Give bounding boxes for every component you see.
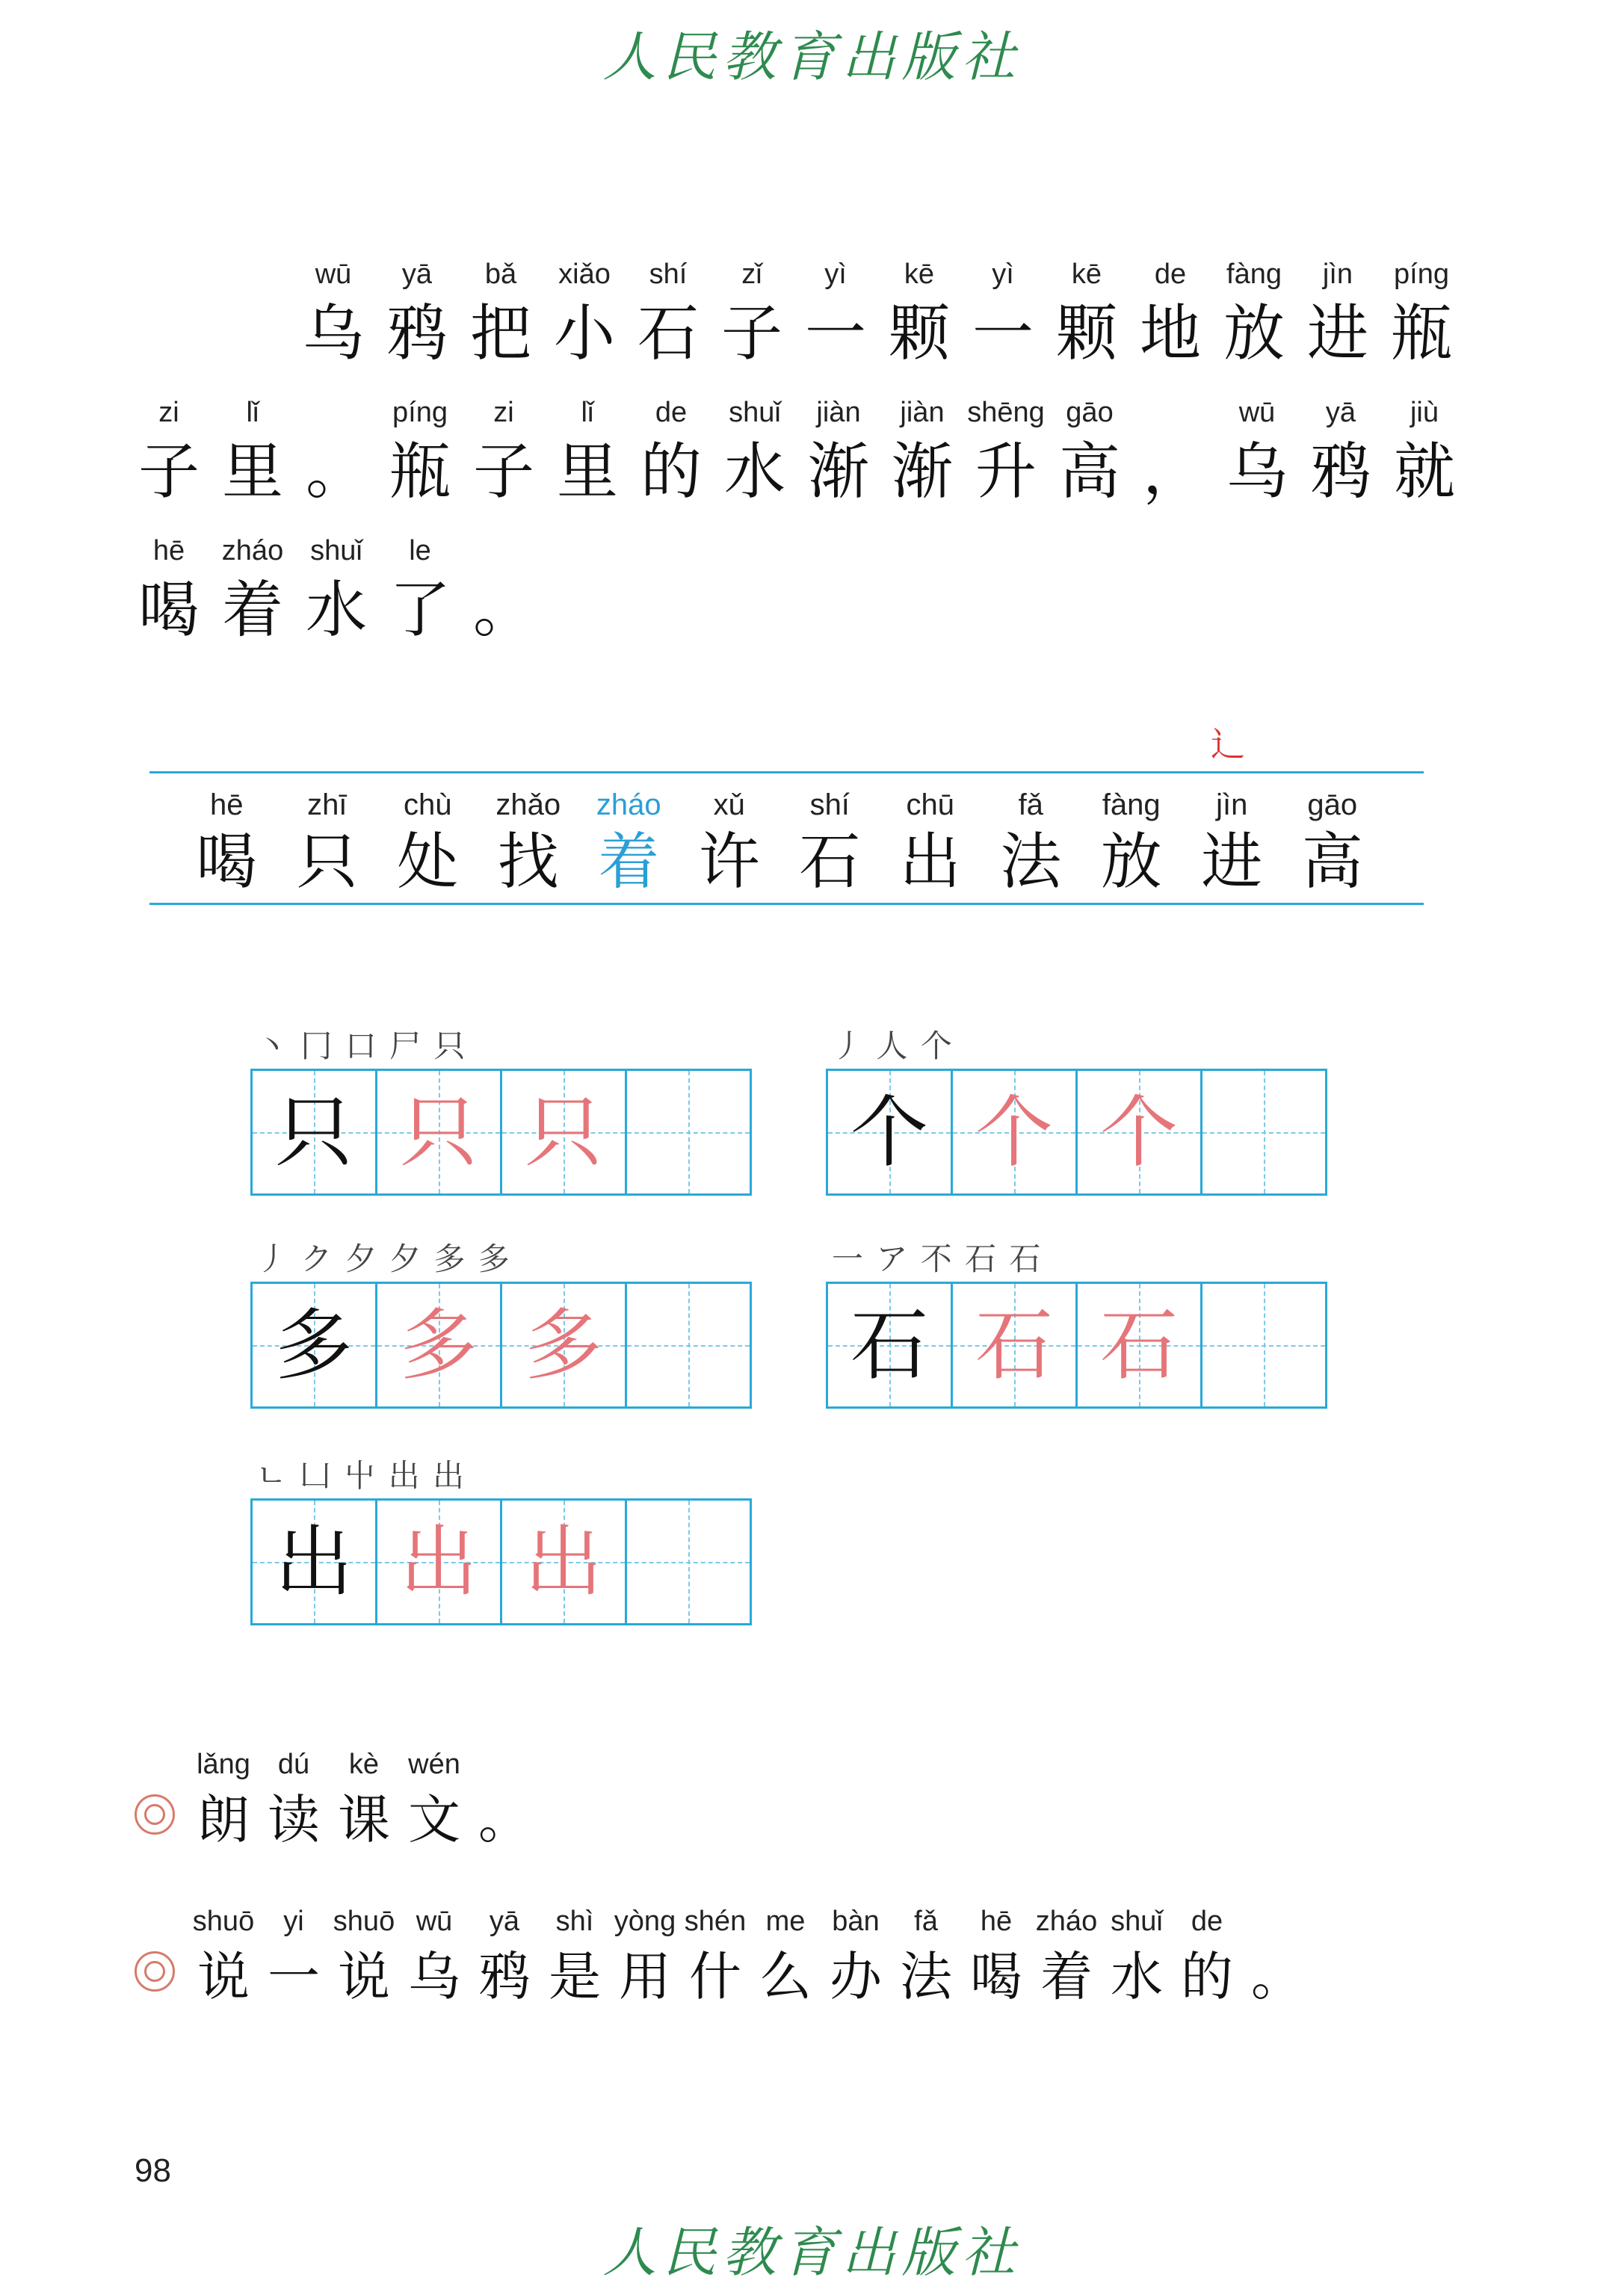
hanzi: 子 [138,436,200,507]
hanzi: 瓶 [389,436,451,507]
pinyin: xiǎo [558,259,611,290]
hanzi: 里 [221,436,283,507]
trace-char: 只 [524,1087,602,1178]
vocab-hanzi: 出 [899,827,961,898]
task-hanzi: 课 [338,1789,390,1850]
task-pinyin: kè [348,1749,380,1780]
vocab-hanzi: 喝 [196,827,258,898]
vocab-pinyin: zháo [596,788,661,821]
task-char [259,1902,329,2013]
vocab-pinyin: chù [404,788,452,821]
task-char [750,1902,821,2013]
grid-box [253,1071,377,1193]
task-pinyin: yòng [614,1906,676,1937]
task-char [610,1902,680,2013]
vocab-char [377,785,478,900]
task-pinyin: me [765,1906,806,1937]
task-hanzi: 喝 [970,1946,1022,2007]
task-hanzi: 是 [549,1946,601,2007]
vocab-top-rule [149,771,1424,773]
vocab-char [1081,785,1182,900]
pinyin: bǎ [484,259,517,290]
tianzige-grid [250,1282,752,1409]
task-pinyin: yā [489,1906,520,1937]
pinyin: píng [392,397,448,428]
task-pinyin: lǎng [197,1749,250,1780]
vocab-hanzi: 放 [1100,827,1162,898]
pinyin: kē [904,259,935,290]
stroke-order: 一 ア 不 石 石 [832,1241,1043,1277]
passage-char [1296,239,1380,381]
stroke-order: 丿 ク 夕 夕 多 多 [256,1241,511,1277]
vocab-pinyin: fǎ [1018,788,1043,821]
task-char [1102,1902,1172,2013]
hanzi: 着 [221,575,283,646]
passage-char [459,239,543,381]
passage-char [462,516,546,658]
task-pinyin: shuō [192,1906,255,1937]
task-hanzi: 水 [1111,1946,1163,2007]
task-pinyin: wén [408,1749,460,1780]
passage-char [127,516,211,658]
task-char [469,1902,540,2013]
passage-char [626,239,710,381]
task-bullet-icon [135,1794,175,1835]
vocab-char [880,785,981,900]
trace-char: 多 [399,1300,478,1391]
pinyin: jiàn [816,397,861,428]
task-char [1242,1902,1312,2013]
pinyin: yā [1325,397,1356,428]
pinyin: le [409,535,431,566]
pinyin: píng [1394,259,1449,290]
grid-box [502,1071,627,1193]
grid-box [502,1501,627,1623]
hanzi: 一 [804,298,866,369]
hanzi: 渐 [807,436,869,507]
trace-char: 出 [399,1516,478,1607]
pinyin: zi [493,397,514,428]
pinyin: de [1154,259,1187,290]
pinyin: jìn [1322,259,1353,290]
stroke-order: ㄴ 凵 屮 出 出 [256,1457,466,1494]
hanzi: 乌 [1226,436,1288,507]
task-read-aloud [135,1745,540,1856]
trace-char: 石 [975,1300,1053,1391]
hanzi: 石 [637,298,699,369]
vocab-row [176,785,1383,900]
task-char [329,1745,399,1856]
task-hanzi: 一 [268,1946,320,2007]
writing-block-个 [826,1024,1327,1196]
passage-char [546,377,629,519]
task-hanzi: 什 [689,1946,741,2007]
hanzi: 乌 [302,298,364,369]
grid-box [1202,1284,1325,1406]
hanzi: 里 [556,436,618,507]
pinyin: shēng [967,397,1045,428]
task-pinyin: shuǐ [1111,1906,1163,1937]
pinyin: zǐ [741,259,762,290]
vocab-pinyin: xǔ [713,788,745,821]
task-pinyin: shì [555,1906,594,1937]
grid-box [953,1071,1078,1193]
vocab-hanzi: 许 [698,827,760,898]
passage-char [710,239,794,381]
hanzi: 水 [305,575,367,646]
hanzi: 颗 [888,298,950,369]
radical-hint: 辶 [1211,724,1245,765]
hanzi: 的 [640,436,702,507]
grid-box [627,1071,750,1193]
passage-char [961,239,1045,381]
task-char [188,1902,259,2013]
grid-box [377,1501,502,1623]
task-pinyin: shén [684,1906,747,1937]
vocab-char [1182,785,1282,900]
grid-box [1078,1284,1202,1406]
task-char [188,1745,259,1856]
task-hanzi: 读 [268,1789,320,1850]
passage-char [294,516,378,658]
task-char [1172,1902,1242,2013]
hanzi: 渐 [891,436,953,507]
vocab-hanzi: 法 [1000,827,1062,898]
hanzi: 就 [1393,436,1455,507]
task-hanzi: 文 [408,1789,460,1850]
passage-char [543,239,626,381]
grid-box [1078,1071,1202,1193]
model-char: 多 [274,1300,353,1391]
vocab-char [277,785,378,900]
hanzi: 颗 [1055,298,1117,369]
hanzi: 升 [975,436,1037,507]
task-hanzi: 乌 [408,1946,460,2007]
pinyin: shí [649,259,688,290]
task-pinyin: shuō [333,1906,395,1937]
vocab-char [1282,785,1383,900]
vocab-bottom-rule [149,903,1424,905]
task-char [680,1902,750,2013]
passage-line-1 [291,239,1463,381]
task-char [1031,1902,1102,2013]
vocab-pinyin: hē [210,788,244,821]
writing-block-出 [250,1454,752,1625]
task-pinyin: zháo [1035,1906,1098,1937]
hanzi: 子 [472,436,534,507]
task-hanzi: 。 [1251,1946,1303,2007]
vocab-hanzi: 石 [799,827,861,898]
passage-char [211,377,294,519]
vocab-pinyin: zhǎo [495,788,561,821]
pinyin: wū [1238,397,1276,428]
hanzi: 把 [469,298,531,369]
pinyin: fàng [1226,259,1282,290]
hanzi: 子 [720,298,782,369]
hanzi: 。 [472,575,534,646]
task-char [259,1745,329,1856]
passage-char [378,516,462,658]
tianzige-grid [826,1069,1327,1196]
hanzi: 一 [972,298,1034,369]
task-pinyin: dú [277,1749,310,1780]
pinyin: jiù [1410,397,1439,428]
passage-char [378,377,462,519]
passage-char [1048,377,1131,519]
trace-char: 只 [399,1087,478,1178]
task-char [961,1902,1031,2013]
hanzi: 地 [1139,298,1201,369]
trace-char: 出 [524,1516,602,1607]
pinyin: shuǐ [310,535,362,566]
task-discuss [135,1902,1312,2013]
hanzi: 。 [305,436,367,507]
task-char [399,1902,469,2013]
grid-box [953,1284,1078,1406]
pinyin: zháo [221,535,284,566]
vocab-char [679,785,780,900]
task-hanzi: 么 [759,1946,812,2007]
hanzi: 了 [389,575,451,646]
task-char [540,1902,610,2013]
task-char [329,1902,399,2013]
grid-box [253,1284,377,1406]
passage-char [880,377,964,519]
passage-char [1212,239,1296,381]
vocab-hanzi: 着 [598,827,660,898]
stroke-order: 丿 人 个 [832,1028,954,1064]
grid-box [627,1284,750,1406]
pinyin: de [655,397,688,428]
vocab-hanzi: 高 [1301,827,1363,898]
hanzi: 瓶 [1390,298,1452,369]
passage-char [1380,239,1463,381]
vocab-pinyin: fàng [1102,788,1161,821]
vocab-pinyin: jìn [1216,788,1248,821]
vocab-pinyin: chū [906,788,954,821]
vocab-pinyin: gāo [1307,788,1358,821]
passage-char [629,377,713,519]
passage-char [1131,377,1215,519]
task-pinyin: bàn [832,1906,880,1937]
passage-char [1045,239,1129,381]
page-number: 98 [135,2152,171,2189]
pinyin: shuǐ [729,397,781,428]
trace-char: 多 [524,1300,602,1391]
passage-char [797,377,880,519]
task-bullet-icon [135,1951,175,1992]
vocab-char [578,785,679,900]
passage-char [1215,377,1299,519]
passage-line-2 [127,377,1466,519]
pinyin: wū [315,259,352,290]
vocab-char [478,785,579,900]
grid-box [253,1501,377,1623]
vocab-char [779,785,880,900]
passage-char [1383,377,1466,519]
vocab-hanzi: 只 [296,827,358,898]
grid-box [828,1284,953,1406]
pinyin: hē [152,535,185,566]
task-char [821,1902,891,2013]
task-char [399,1745,469,1856]
passage-char [462,377,546,519]
passage-char [713,377,797,519]
hanzi: 小 [553,298,615,369]
passage-char [794,239,877,381]
passage-char [211,516,294,658]
grid-box [377,1071,502,1193]
tianzige-grid [250,1069,752,1196]
passage-char [877,239,961,381]
vocab-pinyin: shí [809,788,850,821]
trace-char: 个 [1099,1087,1178,1178]
task-pinyin: yi [283,1906,304,1937]
model-char: 出 [274,1516,353,1607]
task-hanzi: 用 [619,1946,671,2007]
hanzi: 水 [723,436,785,507]
grid-box [627,1501,750,1623]
vocab-pinyin: zhī [307,788,348,821]
pinyin: jiàn [900,397,945,428]
grid-box [1202,1071,1325,1193]
model-char: 石 [850,1300,928,1391]
writing-block-多 [250,1237,752,1409]
pinyin: kē [1071,259,1102,290]
grid-box [377,1284,502,1406]
task-pinyin: wū [416,1906,453,1937]
task-hanzi: 。 [478,1789,531,1850]
task-hanzi: 办 [830,1946,882,2007]
vocab-hanzi: 处 [397,827,459,898]
pinyin: zi [158,397,179,428]
stroke-order: 丶 冂 口 尸 只 [256,1028,467,1064]
model-char: 只 [274,1087,353,1178]
task-hanzi: 说 [197,1946,250,2007]
task-pinyin: hē [980,1906,1013,1937]
passage-char [291,239,375,381]
hanzi: 喝 [138,575,200,646]
hanzi: 鸦 [386,298,448,369]
vocab-char [981,785,1081,900]
task-hanzi: 法 [900,1946,952,2007]
publisher-watermark-top: 人民教育出版社 [602,25,1022,88]
task-char [891,1902,961,2013]
vocab-char [176,785,277,900]
pinyin: lǐ [581,397,594,428]
task-hanzi: 说 [338,1946,390,2007]
publisher-watermark-bottom: 人民教育出版社 [602,2221,1022,2284]
hanzi: 进 [1306,298,1368,369]
task-hanzi: 着 [1040,1946,1093,2007]
tianzige-grid [250,1498,752,1625]
passage-char [294,377,378,519]
pinyin: yā [401,259,433,290]
passage-char [1129,239,1212,381]
hanzi: 放 [1223,298,1285,369]
trace-char: 石 [1099,1300,1178,1391]
vocab-hanzi: 进 [1201,827,1263,898]
passage-char [1299,377,1383,519]
hanzi: 高 [1058,436,1120,507]
pinyin: lǐ [246,397,259,428]
task-pinyin: de [1191,1906,1223,1937]
writing-block-石 [826,1237,1327,1409]
tianzige-grid [826,1282,1327,1409]
grid-box [828,1071,953,1193]
passage-line-3 [127,516,546,658]
task-hanzi: 鸦 [478,1946,531,2007]
task-hanzi: 朗 [197,1789,250,1850]
pinyin: yì [992,259,1014,290]
grid-box [502,1284,627,1406]
vocab-hanzi: 找 [497,827,559,898]
passage-char [127,377,211,519]
model-char: 个 [850,1087,928,1178]
trace-char: 个 [975,1087,1053,1178]
passage-char [375,239,459,381]
writing-block-只 [250,1024,752,1196]
pinyin: gāo [1066,397,1114,428]
passage-char [964,377,1048,519]
hanzi: ， [1142,436,1204,507]
task-hanzi: 的 [1181,1946,1233,2007]
pinyin: yì [824,259,847,290]
task-pinyin: fǎ [914,1906,938,1937]
hanzi: 鸦 [1309,436,1371,507]
task-char [469,1745,540,1856]
